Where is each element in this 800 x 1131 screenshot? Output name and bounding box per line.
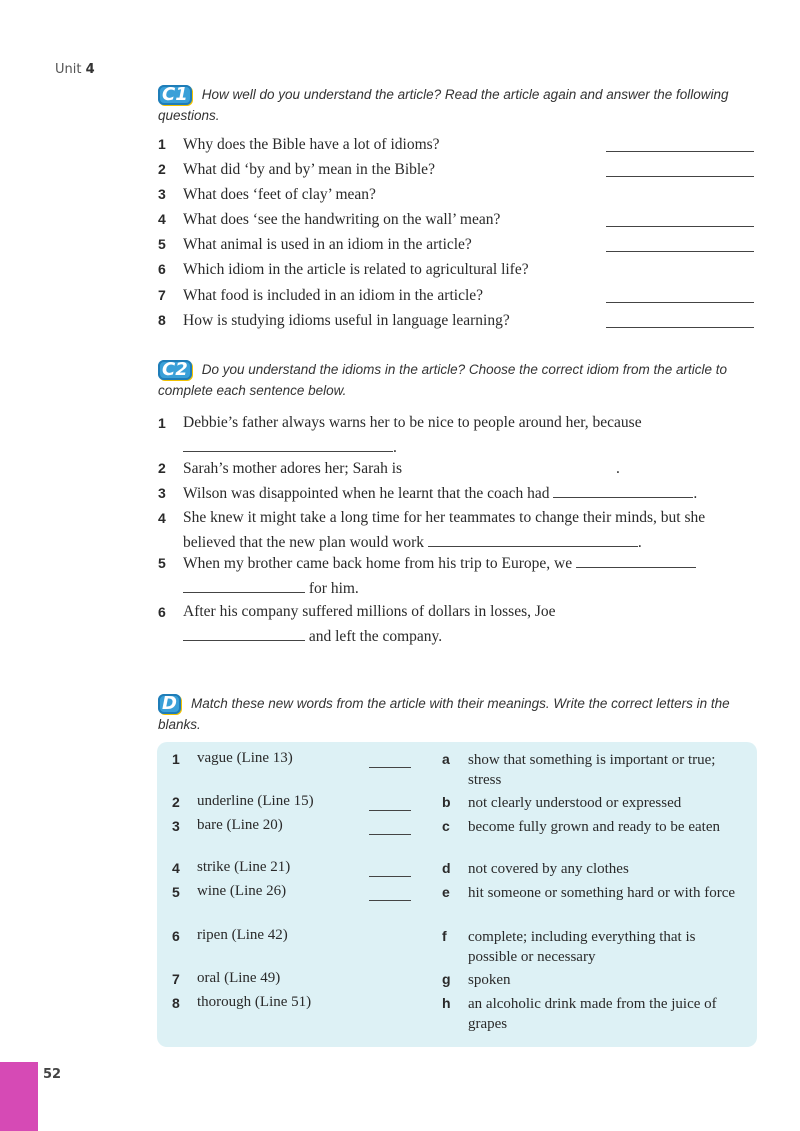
answer-line[interactable] — [606, 327, 754, 328]
meaning-letter: b — [442, 794, 451, 810]
sentence-number: 2 — [158, 460, 166, 476]
question-text: What did ‘by and by’ mean in the Bible? — [183, 161, 435, 178]
question-number: 5 — [158, 236, 166, 252]
word-item: vague (Line 13) — [197, 750, 293, 766]
sentence-end: . — [637, 534, 642, 551]
word-number: 3 — [172, 818, 180, 834]
meaning-text: hit someone or something hard or with force — [468, 885, 736, 901]
meaning-text: complete; including everything that is possible or necessary — [468, 929, 696, 965]
sentence-text: Wilson was disappointed when he learnt that the coach had — [183, 485, 550, 502]
answer-blank[interactable] — [576, 551, 696, 568]
question-number: 8 — [158, 312, 166, 328]
d-badge: D — [158, 694, 181, 714]
question-text: What does ‘see the handwriting on the wall’ mean? — [183, 211, 501, 228]
c1-badge: C1 — [158, 85, 192, 105]
sentence-number: 4 — [158, 510, 166, 526]
unit-label-text: Unit — [55, 62, 82, 77]
answer-line[interactable] — [606, 151, 754, 152]
meaning-text: not clearly understood or expressed — [468, 795, 682, 811]
answer-blank[interactable] — [369, 876, 411, 877]
answer-blank[interactable] — [183, 576, 305, 593]
answer-blank[interactable] — [553, 481, 693, 498]
sentence-end: . — [693, 485, 698, 502]
answer-blank[interactable] — [183, 435, 393, 452]
question-text: Which idiom in the article is related to agricultural life? — [183, 261, 529, 278]
meaning-letter: d — [442, 860, 451, 876]
c2-badge: C2 — [158, 360, 192, 380]
sentence-text: When my brother came back home from his trip to Europe, we — [183, 555, 573, 572]
question-text: What animal is used in an idiom in the article? — [183, 236, 472, 253]
word-number: 2 — [172, 794, 180, 810]
sentence-end: . — [393, 439, 397, 456]
unit-number: 4 — [85, 62, 95, 77]
question-number: 2 — [158, 161, 166, 177]
sentence-number: 6 — [158, 604, 166, 620]
word-item: bare (Line 20) — [197, 817, 283, 833]
sentence-end: for him. — [308, 580, 359, 597]
word-item: thorough (Line 51) — [197, 994, 312, 1010]
c2-instruction-text: Do you understand the idioms in the article? Choose the correct idiom from the article to complete each sentence below. — [158, 362, 727, 399]
sentence-end: . — [615, 460, 620, 477]
c2-instruction — [158, 359, 758, 401]
answer-blank[interactable] — [183, 624, 305, 641]
word-number: 7 — [172, 971, 180, 987]
word-item: wine (Line 26) — [197, 883, 287, 899]
meaning-text: not covered by any clothes — [468, 861, 629, 877]
answer-line[interactable] — [606, 176, 754, 177]
answer-blank[interactable] — [369, 834, 411, 835]
answer-line[interactable] — [606, 251, 754, 252]
meaning-letter: h — [442, 995, 451, 1011]
question-text: How is studying idioms useful in language learning? — [183, 312, 510, 329]
meaning-letter: c — [442, 818, 450, 834]
sentence-text: Debbie’s father always warns her to be nice to people around her, because — [183, 414, 642, 431]
meaning-letter: g — [442, 971, 451, 987]
word-number: 6 — [172, 928, 180, 944]
c1-instruction — [158, 84, 758, 126]
sentence-end: and left the company. — [308, 628, 443, 645]
sentence-number: 1 — [158, 415, 166, 431]
d-instruction-text: Match these new words from the article with their meanings. Write the correct letters in the blanks. — [158, 696, 730, 733]
page-number: 52 — [43, 1067, 62, 1082]
question-text: What food is included in an idiom in the article? — [183, 287, 484, 304]
word-number: 8 — [172, 995, 180, 1011]
meaning-text: spoken — [468, 972, 511, 988]
question-number: 3 — [158, 186, 166, 202]
word-number: 4 — [172, 860, 180, 876]
word-item: oral (Line 49) — [197, 970, 281, 986]
answer-line[interactable] — [606, 226, 754, 227]
sentence-text: Sarah’s mother adores her; Sarah is — [183, 460, 403, 477]
sentence-number: 3 — [158, 485, 166, 501]
word-item: strike (Line 21) — [197, 859, 291, 875]
word-number: 5 — [172, 884, 180, 900]
meaning-text: show that something is important or true; stress — [468, 752, 716, 788]
word-item: ripen (Line 42) — [197, 927, 288, 943]
matching-box — [157, 742, 757, 1047]
answer-blank[interactable] — [406, 456, 616, 473]
word-item: underline (Line 15) — [197, 793, 314, 809]
meaning-text: an alcoholic drink made from the juice of grapes — [468, 996, 717, 1032]
answer-blank[interactable] — [369, 900, 411, 901]
unit-label — [55, 62, 95, 77]
meaning-letter: a — [442, 751, 450, 767]
question-text: Why does the Bible have a lot of idioms? — [183, 136, 440, 153]
answer-blank[interactable] — [369, 810, 411, 811]
question-text: What does ‘feet of clay’ mean? — [183, 186, 376, 203]
meaning-letter: f — [442, 928, 447, 944]
sentence-text: After his company suffered millions of dollars in losses, Joe — [183, 603, 556, 620]
page-color-bar — [0, 1062, 38, 1131]
answer-blank[interactable] — [428, 530, 638, 547]
meaning-letter: e — [442, 884, 450, 900]
answer-line[interactable] — [606, 302, 754, 303]
word-number: 1 — [172, 751, 180, 767]
meaning-text: become fully grown and ready to be eaten — [468, 819, 720, 835]
sentence-number: 5 — [158, 555, 166, 571]
question-number: 4 — [158, 211, 166, 227]
c1-instruction-text: How well do you understand the article? Read the article again and answer the following questions. — [158, 87, 729, 124]
answer-blank[interactable] — [369, 767, 411, 768]
sentence-text: She knew it might take a long time for her teammates to change their minds, but she believed that the new plan would work — [183, 509, 706, 551]
question-number: 6 — [158, 261, 166, 277]
question-number: 7 — [158, 287, 166, 303]
d-instruction — [158, 693, 758, 735]
question-number: 1 — [158, 136, 166, 152]
